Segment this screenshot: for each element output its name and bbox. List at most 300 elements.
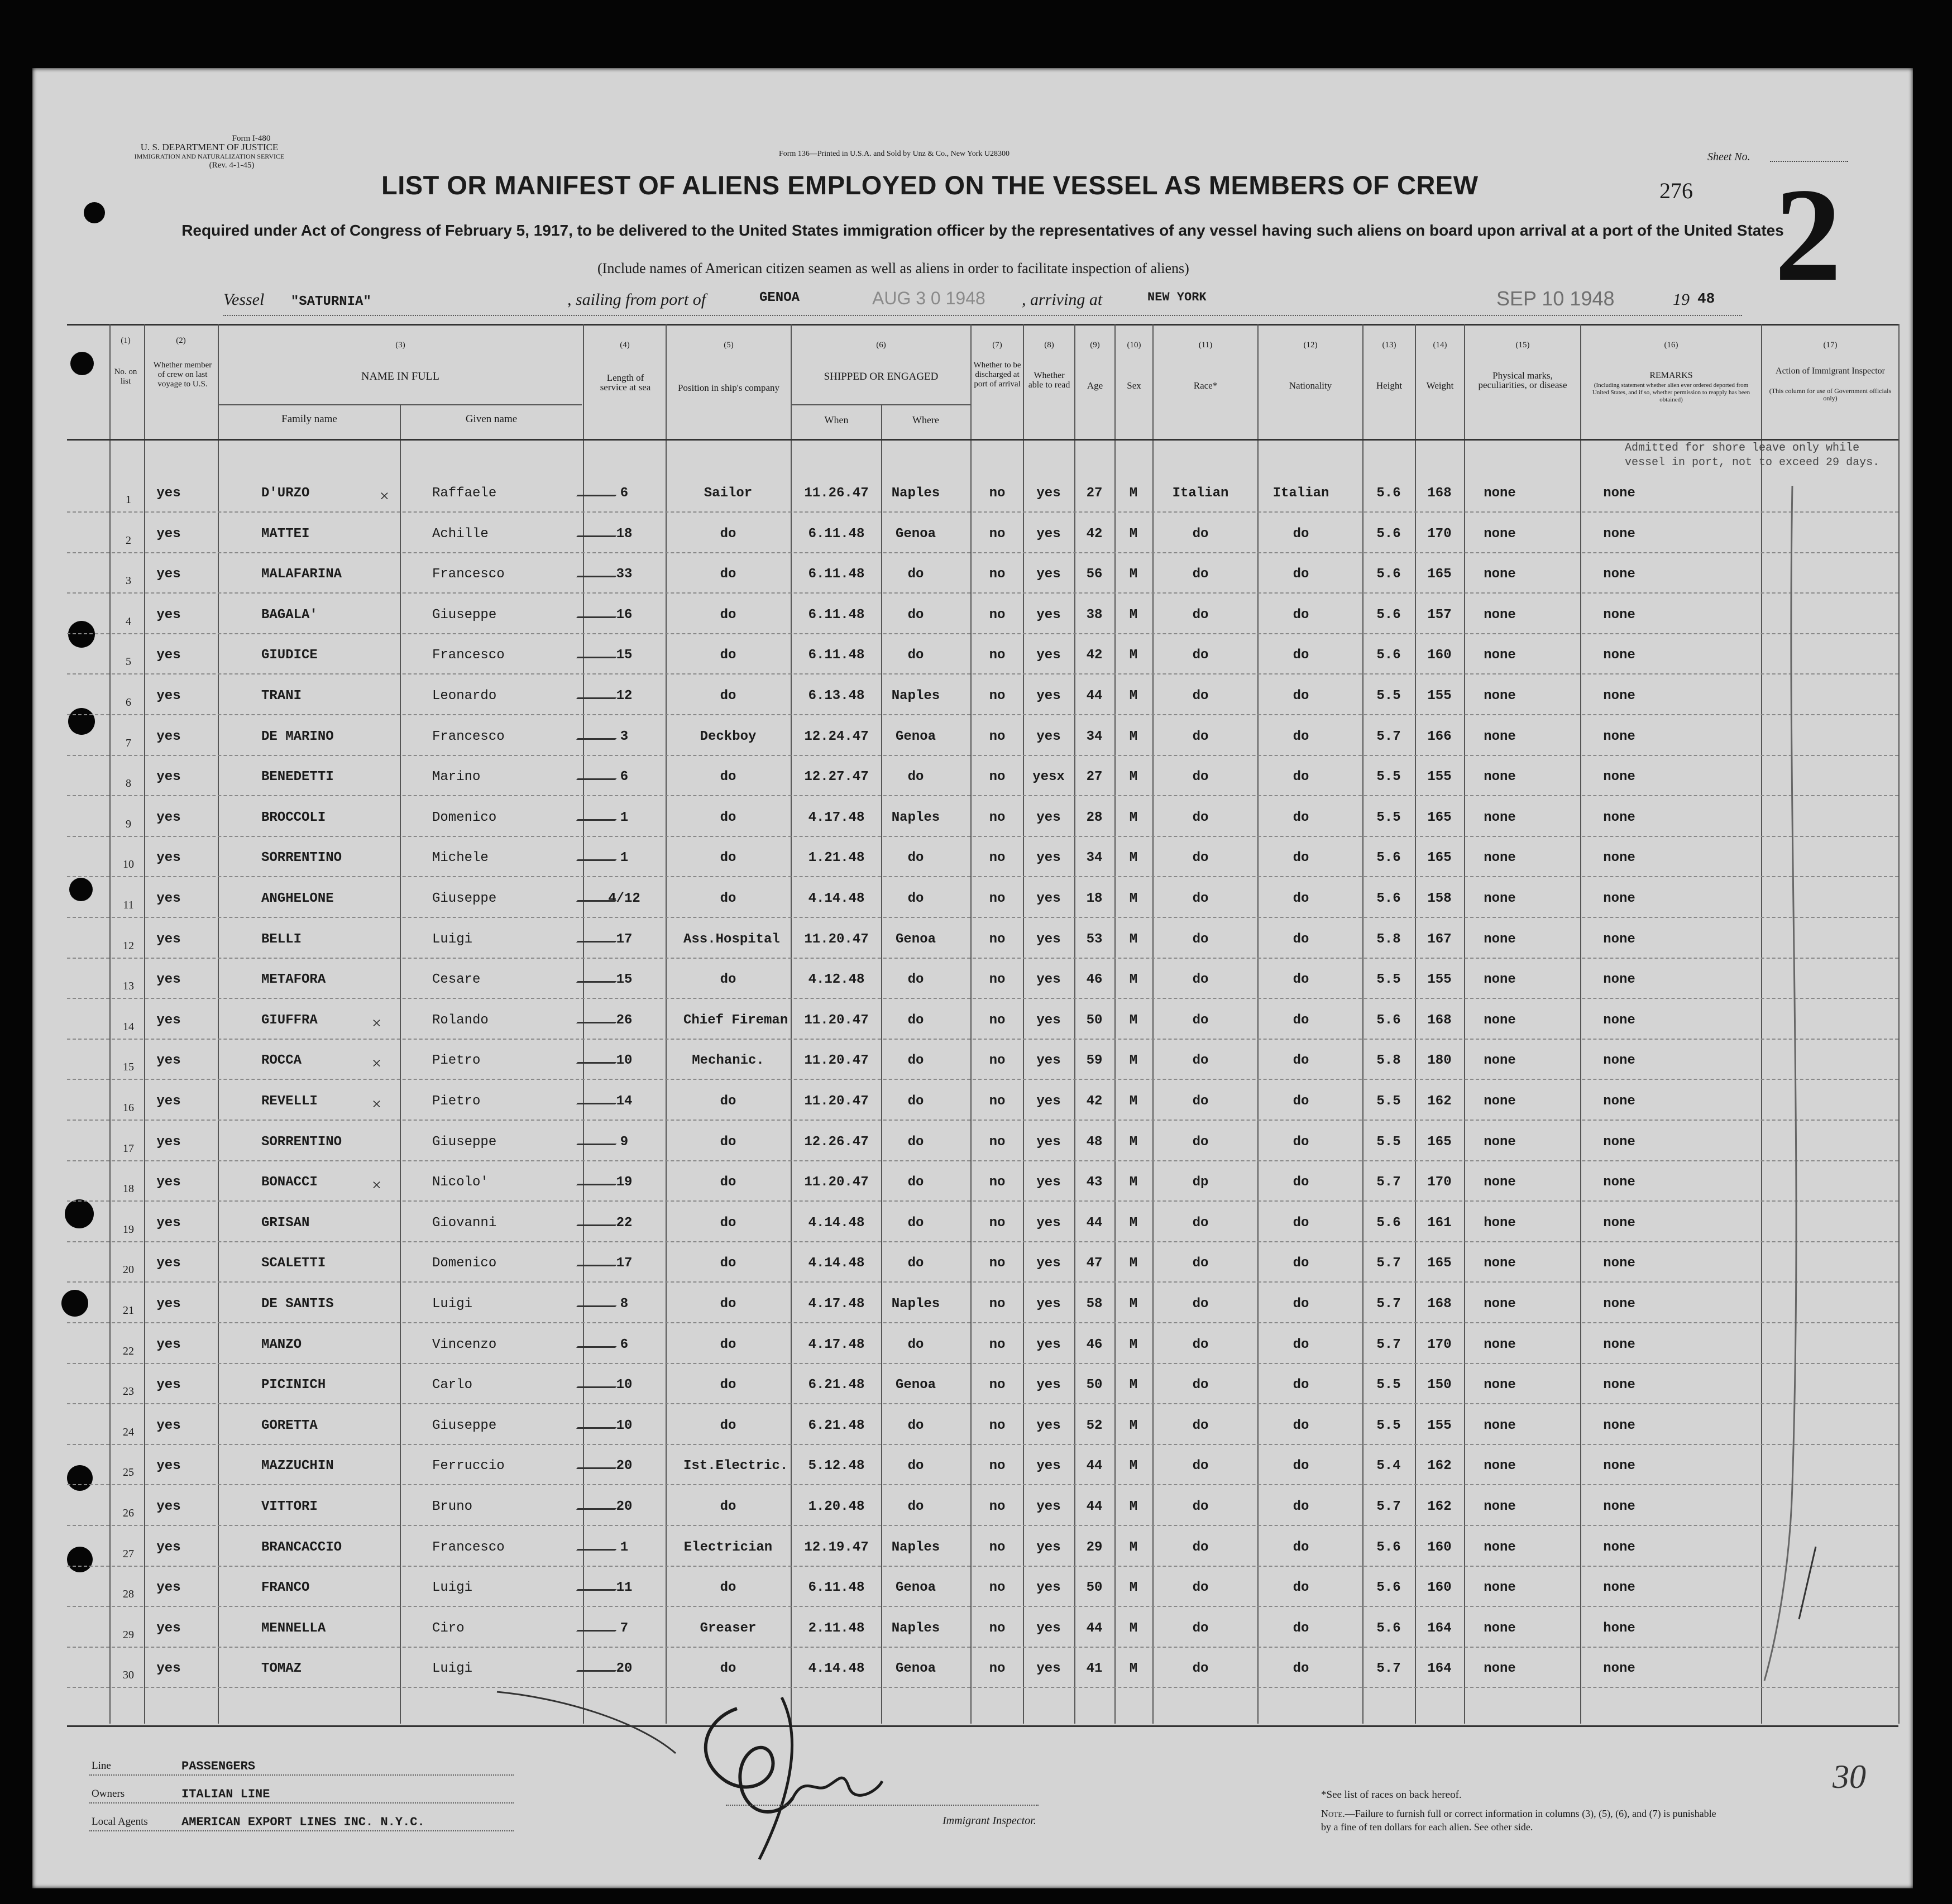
cell-marks: none [1484, 648, 1516, 663]
cell-height: 5.6 [1376, 567, 1401, 582]
cell-where: Naples [891, 810, 940, 825]
cell-when: 1.20.48 [808, 1499, 865, 1514]
agents-row [89, 1803, 514, 1831]
cell-position: Deckboy [700, 729, 757, 744]
sheet-number-handwritten: 2 [1774, 160, 1841, 309]
cell-where: do [907, 1499, 924, 1514]
cell-remarks: none [1603, 810, 1635, 825]
cell-disch: no [989, 1215, 1006, 1231]
row-rule [67, 714, 1898, 715]
cell-last: yes [156, 1175, 181, 1190]
cell-marks: none [1484, 1418, 1516, 1433]
cell-sex: M [1129, 810, 1138, 825]
cell-remarks: none [1603, 1580, 1635, 1596]
row-number: 7 [126, 736, 131, 749]
cell-sex: M [1129, 891, 1138, 906]
cell-when: 11.20.47 [804, 1094, 869, 1109]
cell-last: yes [156, 891, 181, 906]
cell-remarks: none [1603, 931, 1635, 947]
cell-family: ANGHELONE [261, 891, 334, 906]
col-16-note: (Including statement whether alien ever ordered deported from United States, and if so, whether permission to reapply has been obtained) [1592, 382, 1750, 403]
cell-disch: no [989, 1175, 1006, 1190]
cell-height: 5.7 [1376, 1297, 1401, 1312]
cell-age: 56 [1086, 567, 1103, 582]
cell-nat: do [1293, 1053, 1309, 1069]
cell-given: Nicolo' [432, 1175, 489, 1190]
cell-when: 6.13.48 [808, 688, 865, 704]
row-number: 22 [123, 1345, 134, 1357]
cell-height: 5.8 [1376, 1053, 1401, 1069]
cell-read: yes [1036, 1256, 1061, 1271]
cell-given: Giuseppe [432, 1134, 497, 1150]
row-rule [67, 998, 1898, 999]
cell-race: do [1192, 729, 1209, 744]
cell-age: 44 [1086, 1215, 1103, 1231]
cell-race: do [1192, 1215, 1209, 1231]
cell-when: 4.17.48 [808, 810, 865, 825]
cell-family: VITTORI [261, 1499, 318, 1514]
cell-family: DE MARINO [261, 729, 334, 744]
col-3-header: NAME IN FULL [361, 370, 439, 382]
cell-where: Naples [891, 1539, 940, 1555]
cell-family: MANZO [261, 1337, 302, 1352]
owners-value: ITALIAN LINE [181, 1787, 270, 1801]
row-rule [67, 592, 1898, 594]
form-revision: (Rev. 4-1-45) [209, 161, 255, 170]
cell-position: do [720, 1661, 736, 1677]
cell-position: do [720, 607, 736, 623]
cell-when: 6.11.48 [808, 526, 865, 542]
cell-height: 5.7 [1376, 1337, 1401, 1352]
cell-read: yes [1036, 688, 1061, 704]
cell-where: do [907, 1418, 924, 1433]
row-rule [67, 1200, 1898, 1202]
cell-sex: M [1129, 567, 1138, 582]
cell-family: D'URZO [261, 486, 310, 501]
column-rule [109, 324, 111, 1724]
cell-service: 3 [620, 729, 629, 744]
cell-nat: do [1293, 648, 1309, 663]
cell-position: do [720, 1215, 736, 1231]
cell-height: 5.6 [1376, 1580, 1401, 1596]
cell-position: do [720, 526, 736, 542]
cell-read: yes [1036, 648, 1061, 663]
remarks-annotation: Admitted for shore leave only while vessel in port, not to exceed 29 days. [1625, 442, 1880, 469]
service-name: IMMIGRATION AND NATURALIZATION SERVICE [134, 152, 285, 160]
cell-sex: M [1129, 1377, 1138, 1393]
cell-nat: do [1293, 1215, 1309, 1231]
cell-remarks: none [1603, 1215, 1635, 1231]
row-number: 21 [123, 1304, 134, 1317]
cell-weight: 164 [1427, 1661, 1452, 1677]
cell-nat: do [1293, 1418, 1309, 1433]
cell-last: yes [156, 1418, 181, 1433]
cell-height: 5.6 [1376, 850, 1401, 866]
line-label: Line [92, 1760, 111, 1772]
row-rule [67, 1647, 1898, 1648]
cell-age: 42 [1086, 526, 1103, 542]
cell-disch: no [989, 648, 1006, 663]
cell-weight: 165 [1427, 1256, 1452, 1271]
line-value: PASSENGERS [181, 1759, 256, 1773]
cell-given: Rolando [432, 1012, 489, 1028]
row-rule [67, 1322, 1898, 1323]
cell-when: 4.14.48 [808, 1256, 865, 1271]
cell-read: yes [1036, 1134, 1061, 1150]
cell-family: FRANCO [261, 1580, 310, 1596]
col-17-note: (This column for use of Government officials only) [1769, 387, 1892, 402]
cell-sex: M [1129, 1499, 1138, 1514]
row-rule [67, 1039, 1898, 1040]
cell-read: yes [1036, 567, 1061, 582]
cell-when: 11.20.47 [804, 1175, 869, 1190]
cell-where: do [907, 1094, 924, 1109]
cell-position: do [720, 891, 736, 906]
cell-race: dp [1192, 1175, 1209, 1190]
cell-disch: no [989, 1418, 1006, 1433]
cell-read: yes [1036, 1094, 1061, 1109]
cell-race: do [1192, 688, 1209, 704]
cell-age: 50 [1086, 1580, 1103, 1596]
row-number: 29 [123, 1628, 134, 1641]
cell-race: do [1192, 1580, 1209, 1596]
cell-race: do [1192, 1094, 1209, 1109]
cell-race: do [1192, 1297, 1209, 1312]
cell-age: 34 [1086, 729, 1103, 744]
cell-height: 5.6 [1376, 1215, 1401, 1231]
cell-marks: none [1484, 729, 1516, 744]
cell-when: 6.21.48 [808, 1377, 865, 1393]
cell-disch: no [989, 1094, 1006, 1109]
row-rule [67, 958, 1898, 959]
row-number: 4 [126, 615, 131, 628]
cell-position: do [720, 648, 736, 663]
cell-given: Giovanni [432, 1215, 497, 1231]
cell-weight: 155 [1427, 688, 1452, 704]
col-11-header: Race* [1193, 380, 1218, 391]
cell-last: yes [156, 607, 181, 623]
cell-family: MAZZUCHIN [261, 1458, 334, 1474]
vessel-label: Vessel [223, 290, 265, 309]
cell-given: Giuseppe [432, 891, 497, 906]
col-3-number: (3) [395, 341, 405, 350]
cell-last: yes [156, 486, 181, 501]
cell-weight: 165 [1427, 850, 1452, 866]
cell-height: 5.6 [1376, 486, 1401, 501]
cell-weight: 160 [1427, 1539, 1452, 1555]
cell-remarks: none [1603, 1539, 1635, 1555]
cell-position: do [720, 688, 736, 704]
cell-last: yes [156, 1012, 181, 1028]
cell-remarks: none [1603, 648, 1635, 663]
cell-nat: do [1293, 1499, 1309, 1514]
cell-disch: no [989, 769, 1006, 785]
cell-given: Ciro [432, 1620, 465, 1636]
cell-when: 11.20.47 [804, 1053, 869, 1069]
cell-nat: do [1293, 1175, 1309, 1190]
cell-race: do [1192, 1418, 1209, 1433]
cell-marks: hone [1484, 1215, 1516, 1231]
cell-last: yes [156, 1377, 181, 1393]
cell-service: 1 [620, 1539, 629, 1555]
owners-row [89, 1776, 514, 1803]
vessel-name: "SATURNIA" [290, 294, 371, 309]
row-rule [67, 1120, 1898, 1121]
cell-sex: M [1129, 1418, 1138, 1433]
cell-disch: no [989, 1053, 1006, 1069]
departure-port: GENOA [759, 290, 800, 305]
cell-sex: M [1129, 850, 1138, 866]
cell-when: 6.11.48 [808, 648, 865, 663]
cell-height: 5.5 [1376, 1377, 1401, 1393]
cell-family: GORETTA [261, 1418, 318, 1433]
col-13-number: (13) [1382, 341, 1396, 350]
cell-marks: none [1484, 891, 1516, 906]
cell-given: Luigi [432, 1297, 473, 1312]
cell-weight: 157 [1427, 607, 1452, 623]
cell-position: do [720, 1297, 736, 1312]
agents-label: Local Agents [92, 1816, 148, 1828]
row-number: 28 [123, 1588, 134, 1601]
cell-weight: 162 [1427, 1094, 1452, 1109]
cell-service: 4/12 [608, 891, 640, 906]
cell-marks: none [1484, 1458, 1516, 1474]
col-17-header: Action of Immigrant Inspector [1776, 366, 1885, 376]
cell-service: 19 [616, 1175, 633, 1190]
cell-race: do [1192, 1012, 1209, 1028]
col-9-header: Age [1087, 380, 1103, 391]
cell-weight: 168 [1427, 1297, 1452, 1312]
cell-last: yes [156, 972, 181, 988]
cell-when: 11.20.47 [804, 1012, 869, 1028]
cell-given: Marino [432, 769, 481, 785]
cell-height: 5.5 [1376, 972, 1401, 988]
cell-when: 6.11.48 [808, 607, 865, 623]
cell-age: 50 [1086, 1012, 1103, 1028]
line-row [89, 1748, 514, 1776]
cell-given: Luigi [432, 1661, 473, 1677]
inspector-pencil-line [1753, 480, 1831, 1697]
col-15-header: Physical marks, peculiarities, or disease [1478, 370, 1567, 390]
cell-marks: none [1484, 1094, 1516, 1109]
cell-when: 4.14.48 [808, 1661, 865, 1677]
cell-disch: no [989, 1499, 1006, 1514]
col-8-header: Whether able to read [1028, 371, 1070, 390]
cell-age: 46 [1086, 972, 1103, 988]
cell-position: do [720, 567, 736, 582]
cell-last: yes [156, 688, 181, 704]
cell-family: BONACCI [261, 1175, 318, 1190]
cell-last: yes [156, 1337, 181, 1352]
cell-position: Electrician [683, 1539, 773, 1555]
cell-marks: none [1484, 607, 1516, 623]
cell-family: GIUFFRA [261, 1012, 318, 1028]
col-11-number: (11) [1198, 341, 1213, 350]
cell-where: Genoa [895, 1580, 936, 1596]
page-number: 276 [1659, 178, 1693, 203]
cell-sex: M [1129, 1094, 1138, 1109]
cell-nat: do [1293, 1539, 1309, 1555]
cell-where: Naples [891, 1620, 940, 1636]
cell-last: yes [156, 1094, 181, 1109]
cell-position: Chief Fireman [683, 1012, 788, 1028]
cell-race: do [1192, 567, 1209, 582]
row-number: 20 [123, 1264, 134, 1276]
cell-position: do [720, 1134, 736, 1150]
cell-sex: M [1129, 1297, 1138, 1312]
row-number: 30 [123, 1669, 134, 1682]
cell-read: yes [1036, 1499, 1061, 1514]
cell-height: 5.4 [1376, 1458, 1401, 1474]
cell-where: do [907, 648, 924, 663]
subheader-divider-shipped [792, 404, 970, 405]
cell-disch: no [989, 607, 1006, 623]
cell-weight: 166 [1427, 729, 1452, 744]
cell-service: 10 [616, 1377, 633, 1393]
cell-remarks: none [1603, 1499, 1635, 1514]
cell-disch: no [989, 1661, 1006, 1677]
cell-nat: do [1293, 1337, 1309, 1352]
note-label: Note. [1321, 1808, 1345, 1819]
cell-age: 42 [1086, 1094, 1103, 1109]
cell-age: 52 [1086, 1418, 1103, 1433]
form-number: Form I-480 [232, 134, 271, 143]
cell-marks: none [1484, 1337, 1516, 1352]
cell-read: yes [1036, 1539, 1061, 1555]
cell-weight: 170 [1427, 1175, 1452, 1190]
cell-when: 12.24.47 [804, 729, 869, 744]
cell-position: do [720, 1337, 736, 1352]
cell-nat: do [1293, 810, 1309, 825]
cell-age: 59 [1086, 1053, 1103, 1069]
row-rule [67, 1403, 1898, 1404]
row-number: 1 [126, 494, 131, 506]
sheet-label: Sheet No. [1707, 151, 1750, 163]
cell-given: Achille [432, 526, 489, 542]
cell-read: yes [1036, 1620, 1061, 1636]
printer-line: Form 136—Printed in U.S.A. and Sold by Unz & Co., New York U28300 [779, 150, 1010, 158]
row-rule [67, 1160, 1898, 1161]
subheader-divider-name [219, 404, 582, 405]
cell-disch: no [989, 1539, 1006, 1555]
cell-age: 28 [1086, 810, 1103, 825]
cell-nat: do [1293, 931, 1309, 947]
cell-marks: none [1484, 688, 1516, 704]
cell-when: 4.14.48 [808, 891, 865, 906]
cell-height: 5.6 [1376, 526, 1401, 542]
cell-disch: no [989, 931, 1006, 947]
cell-position: do [720, 1175, 736, 1190]
cell-age: 53 [1086, 931, 1103, 947]
cell-read: yes [1036, 1012, 1061, 1028]
row-rule [67, 1444, 1898, 1445]
cell-height: 5.5 [1376, 1418, 1401, 1433]
cell-disch: no [989, 567, 1006, 582]
cell-given: Cesare [432, 972, 481, 988]
cell-age: 50 [1086, 1377, 1103, 1393]
inspector-signature-line [726, 1805, 1039, 1806]
col-2-number: (2) [176, 336, 186, 345]
inspector-label: Immigrant Inspector. [942, 1815, 1036, 1827]
cell-race: do [1192, 648, 1209, 663]
agents-value: AMERICAN EXPORT LINES INC. N.Y.C. [181, 1815, 425, 1829]
cell-age: 29 [1086, 1539, 1103, 1555]
cell-where: do [907, 1337, 924, 1352]
cell-family: BRANCACCIO [261, 1539, 342, 1555]
col-6b-header: Where [912, 414, 939, 425]
cell-remarks: none [1603, 688, 1635, 704]
owners-label: Owners [92, 1788, 125, 1800]
row-rule [67, 1484, 1898, 1485]
cell-service: 17 [616, 1256, 633, 1271]
cell-remarks: none [1603, 1337, 1635, 1352]
col-3b-header: Given name [465, 413, 518, 425]
cell-read: yes [1036, 607, 1061, 623]
row-number: 23 [123, 1385, 134, 1398]
col-3a-header: Family name [281, 413, 337, 425]
col-16-number: (16) [1664, 341, 1678, 350]
cell-weight: 160 [1427, 648, 1452, 663]
cell-read: yes [1036, 810, 1061, 825]
cell-remarks: none [1603, 850, 1635, 866]
row-rule [67, 836, 1898, 837]
cell-remarks: none [1603, 1012, 1635, 1028]
cell-disch: no [989, 972, 1006, 988]
cell-last: yes [156, 1499, 181, 1514]
cell-family: SORRENTINO [261, 1134, 342, 1150]
cell-marks: none [1484, 526, 1516, 542]
inspector-signature [491, 1675, 938, 1882]
cell-height: 5.6 [1376, 1539, 1401, 1555]
cell-sex: M [1129, 607, 1138, 623]
cell-where: Naples [891, 1297, 940, 1312]
cell-race: do [1192, 931, 1209, 947]
cell-position: do [720, 810, 736, 825]
cell-height: 5.5 [1376, 688, 1401, 704]
cell-remarks: none [1603, 486, 1635, 501]
cell-age: 18 [1086, 891, 1103, 906]
cell-where: Genoa [895, 1377, 936, 1393]
cell-age: 47 [1086, 1256, 1103, 1271]
cell-age: 42 [1086, 648, 1103, 663]
col-15-number: (15) [1515, 341, 1530, 350]
cell-sex: M [1129, 688, 1138, 704]
cell-sex: M [1129, 1012, 1138, 1028]
row-number: 19 [123, 1223, 134, 1236]
cell-service: 20 [616, 1499, 633, 1514]
penalty-note [1321, 1807, 1723, 1834]
cell-where: do [907, 1175, 924, 1190]
cell-read: yes [1036, 891, 1061, 906]
row-number: 5 [126, 656, 131, 668]
cell-where: do [907, 607, 924, 623]
row-rule [67, 1525, 1898, 1526]
cell-nat: do [1293, 729, 1309, 744]
cell-last: yes [156, 1053, 181, 1069]
column-rule [218, 324, 219, 1724]
cell-age: 46 [1086, 1337, 1103, 1352]
cell-service: 22 [616, 1215, 633, 1231]
cell-marks: none [1484, 1499, 1516, 1514]
cell-marks: none [1484, 1175, 1516, 1190]
cell-age: 34 [1086, 850, 1103, 866]
cell-age: 27 [1086, 486, 1103, 501]
cell-last: yes [156, 648, 181, 663]
cell-disch: no [989, 1580, 1006, 1596]
cell-disch: no [989, 1012, 1006, 1028]
page-instructions: (Include names of American citizen seamen as well as aliens in order to facilitate inspection of aliens) [597, 260, 1189, 276]
cell-remarks: none [1603, 1256, 1635, 1271]
